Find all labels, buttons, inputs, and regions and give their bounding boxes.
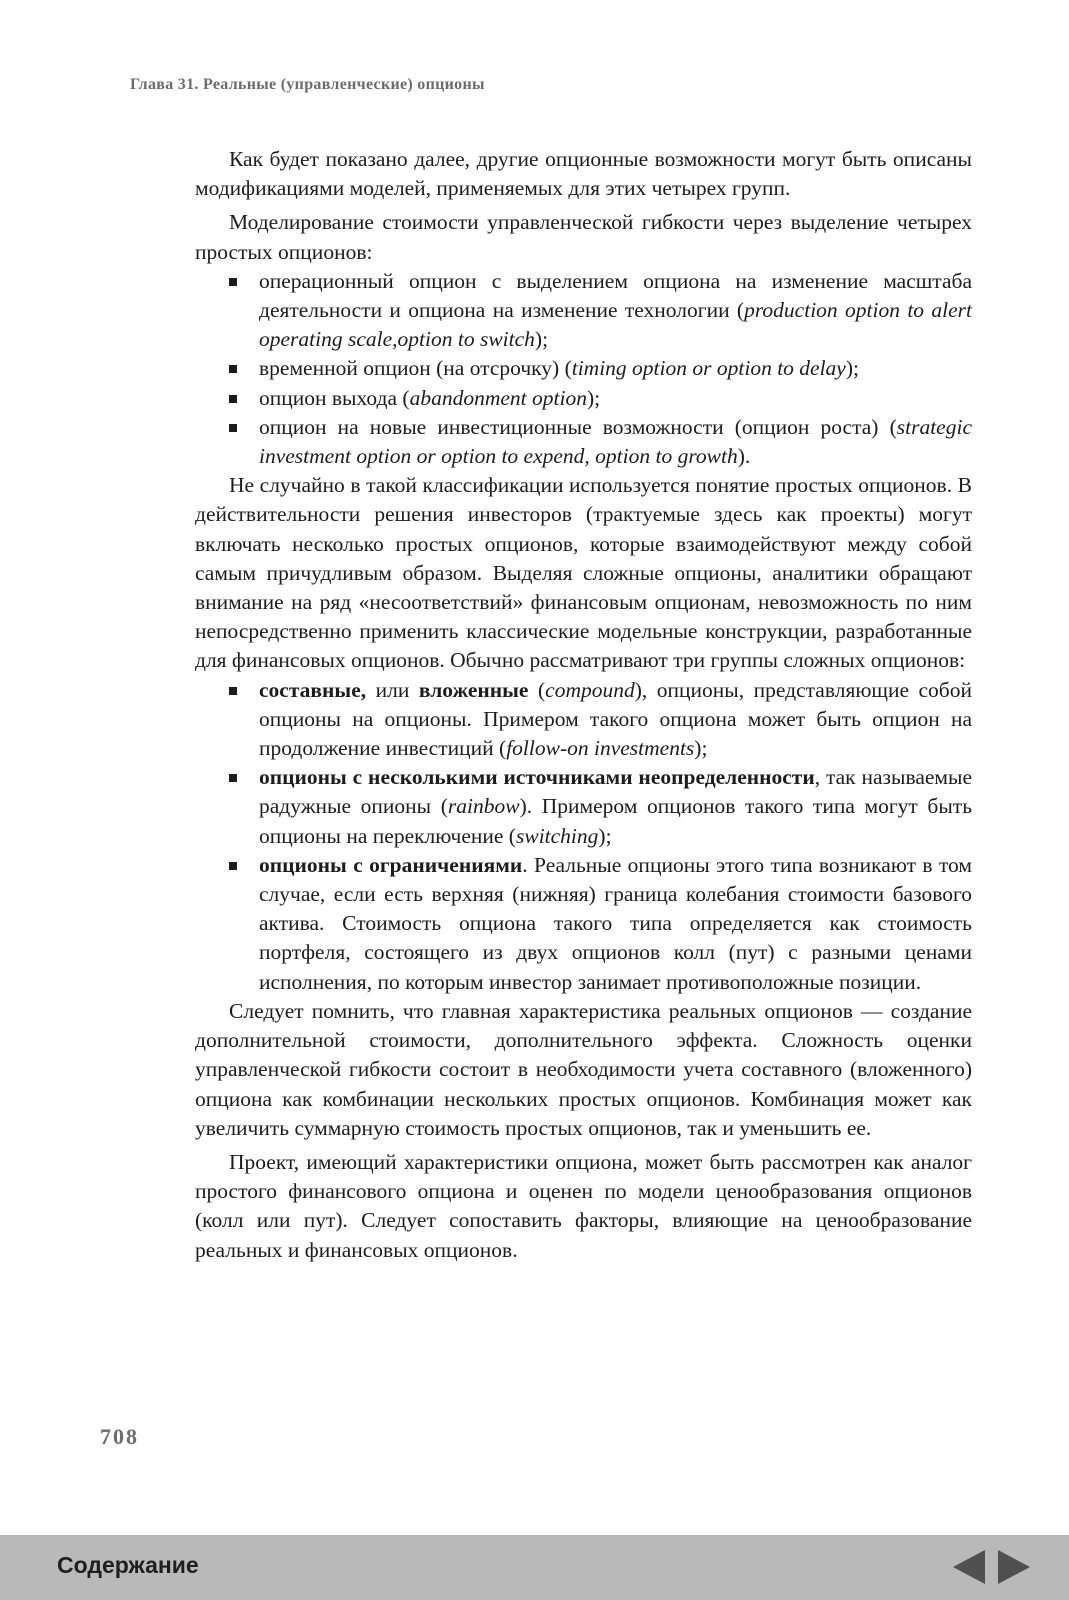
list-item: операционный опцион с выделением опциона на изменение масштаба деятельности и опциона на изменение технологии (production option to alert operating scale,option to switch); [195, 267, 972, 355]
paragraph-1: Как будет показано далее, другие опционные возможности могут быть описаны модификациями моделей, применяемых для этих четырех групп. [195, 147, 972, 201]
left-triangle-arrow-icon [951, 1548, 987, 1586]
list-item: опционы с несколькими источниками неопределенности, так называемые радужные опионы (rainbow). Примером опционов такого типа могут быть опционы на переключение (switching); [195, 763, 972, 851]
list-item: составные, или вложенные (compound), опционы, представляющие собой опционы на опционы. Примером такого опциона может быть опцион на продолжение инвестиций (follow-on investments); [195, 676, 972, 764]
page-number: 708 [100, 1424, 139, 1449]
previous-page-button[interactable] [951, 1548, 987, 1591]
paragraph-3: Не случайно в такой классификации используется понятие простых опционов. В действительности решения инвесторов (трактуемые здесь как проекты) могут включать несколько простых опционов, которые взаимодействуют между собой самым причудливым образом. Выделяя сложные опционы, аналитики обращают внимание на ряд «несоответствий» финансовым опционам, невозможность по ним непосредственно применить классические модельные конструкции, разработанные для финансовых опционов. Обычно рассматривают три группы сложных опционов: [195, 473, 972, 673]
list-item: опцион выхода (abandonment option); [195, 384, 972, 413]
list-item: временной опцион (на отсрочку) (timing option or option to delay); [195, 354, 972, 383]
list-item: опционы с ограничениями. Реальные опционы этого типа возникают в том случае, если есть верхняя (нижняя) граница колебания стоимости базового актива. Стоимость опциона такого типа определяется как стоимость портфеля, состоящего из двух опционов колл (пут) с разными ценами исполнения, по которым инвестор занимает противоположные позиции. [195, 851, 972, 997]
table-of-contents-link[interactable]: Содержание [57, 1552, 199, 1578]
paragraph-2: Моделирование стоимости управленческой гибкости через выделение четырех простых опционов: [195, 210, 972, 264]
bottom-navigation-bar [0, 1535, 1069, 1600]
complex-options-list [195, 676, 972, 997]
right-triangle-arrow-icon [996, 1548, 1032, 1586]
paragraph-5: Проект, имеющий характеристики опциона, может быть рассмотрен как аналог простого финансового опциона и оценен по модели ценообразования опционов (колл или пут). Следует сопоставить факторы, влияющие на ценообразование реальных и финансовых опционов. [195, 1149, 972, 1262]
list-item: опцион на новые инвестиционные возможности (опцион роста) (strategic investment option or option to expend, option to growth). [195, 413, 972, 471]
page-body [195, 145, 972, 1265]
paragraph-4: Следует помнить, что главная характеристика реальных опционов — создание дополнительной стоимости, дополнительного эффекта. Сложность оценки управленческой гибкости состоит в необходимости учета составного (вложенного) опциона как комбинации нескольких простых опционов. Комбинация может как увеличить суммарную стоимость простых опционов, так и уменьшить ее. [195, 998, 972, 1140]
next-page-button[interactable] [996, 1548, 1032, 1591]
simple-options-list [195, 267, 972, 471]
running-head: Глава 31. Реальные (управленческие) опционы [130, 76, 485, 93]
